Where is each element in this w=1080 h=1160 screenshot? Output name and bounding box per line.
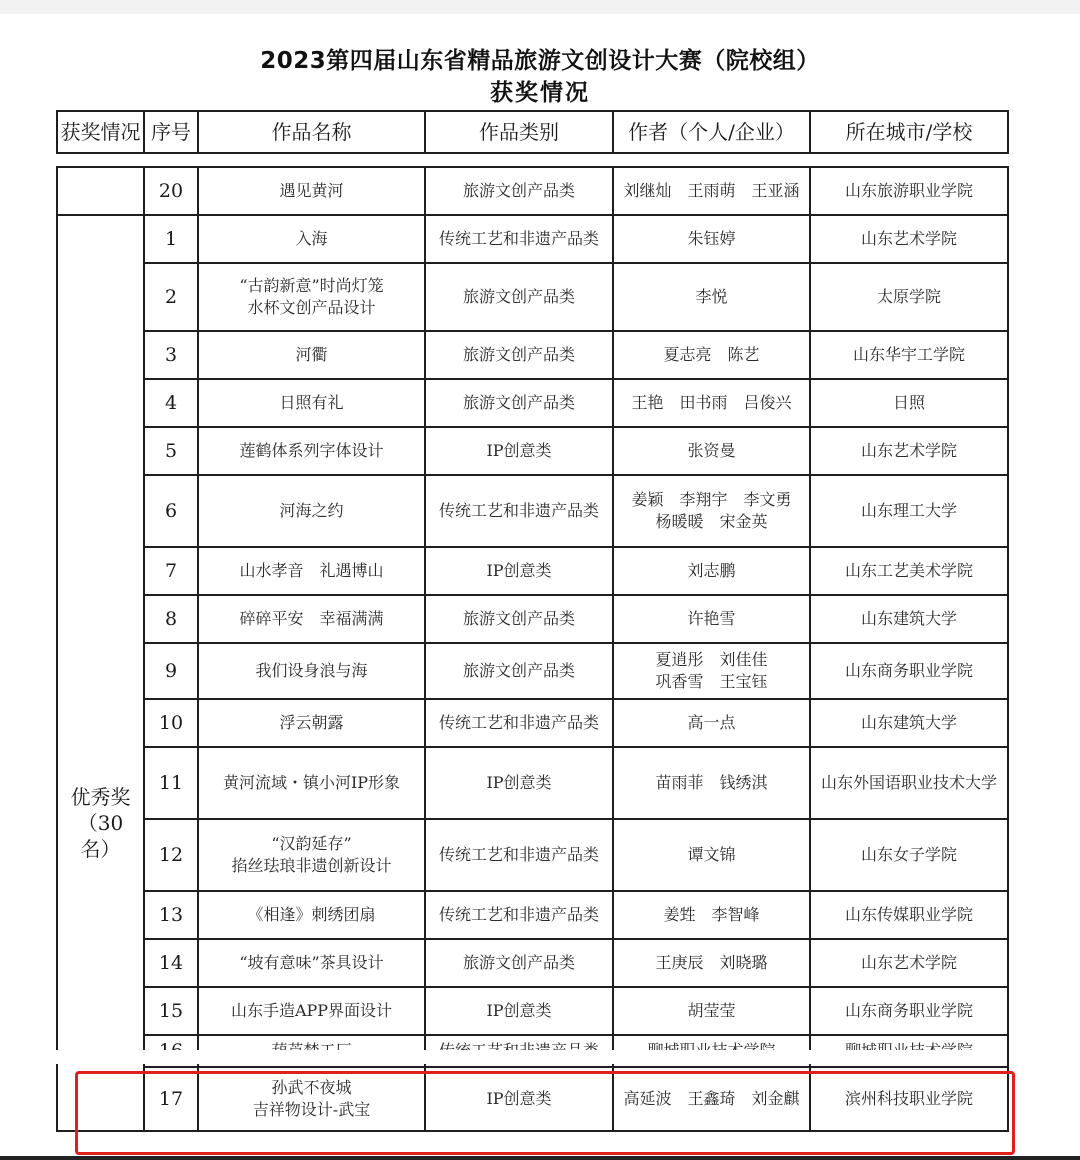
seq-cell: 5 (144, 427, 198, 475)
table-row (57, 643, 1008, 699)
name-cell-line: 日照有礼 (279, 393, 344, 412)
name-cell-line: 黄河流域・镇小河IP形象 (222, 773, 401, 792)
seq-cell: 11 (144, 747, 198, 819)
table-row (57, 747, 1008, 819)
author-cell-line: 高延波 王鑫琦 刘金麒 (623, 1089, 800, 1108)
category-cell: 旅游文创产品类 (425, 939, 613, 987)
author-cell-line: 王艳 田书雨 吕俊兴 (631, 393, 792, 412)
name-cell-line: 水杯文创产品设计 (247, 298, 376, 317)
author-cell (613, 595, 810, 643)
name-cell-line: 遇见黄河 (279, 181, 344, 200)
seq-cell: 4 (144, 379, 198, 427)
header-school: 所在城市/学校 (810, 111, 1008, 153)
school-cell: 滨州科技职业学院 (810, 1067, 1008, 1131)
author-cell-line: 胡莹莹 (687, 1001, 736, 1020)
category-cell: 传统工艺和非遗产品类 (425, 475, 613, 547)
author-cell (613, 263, 810, 331)
category-cell: 传统工艺和非遗产品类 (425, 215, 613, 263)
author-cell (613, 699, 810, 747)
name-cell (198, 331, 425, 379)
school-cell: 山东女子学院 (810, 819, 1008, 891)
school-cell: 山东理工大学 (810, 475, 1008, 547)
name-cell-line: 吉祥物设计-武宝 (252, 1100, 371, 1119)
name-cell (198, 819, 425, 891)
author-cell (613, 987, 810, 1035)
seq-cell: 13 (144, 891, 198, 939)
seq-cell: 9 (144, 643, 198, 699)
category-cell: 旅游文创产品类 (425, 167, 613, 215)
category-cell: IP创意类 (425, 427, 613, 475)
author-cell-line: 巩香雪 王宝钰 (655, 672, 768, 691)
seq-cell: 12 (144, 819, 198, 891)
school-cell: 山东传媒职业学院 (810, 891, 1008, 939)
author-cell (613, 891, 810, 939)
author-cell-line: 张资曼 (687, 441, 736, 460)
name-cell-line: 我们设身浪与海 (255, 661, 368, 680)
highlight-box (75, 1071, 1015, 1155)
author-cell-line: 王庚辰 刘晓璐 (655, 953, 768, 972)
name-cell-line: 山东手造APP界面设计 (230, 1001, 393, 1020)
award-level-text: 优秀奖 (70, 785, 131, 809)
author-cell (613, 747, 810, 819)
school-cell: 山东艺术学院 (810, 939, 1008, 987)
school-cell: 山东华宇工学院 (810, 331, 1008, 379)
category-cell: IP创意类 (425, 987, 613, 1035)
school-cell: 山东商务职业学院 (810, 643, 1008, 699)
table-row (57, 379, 1008, 427)
author-cell (613, 427, 810, 475)
author-cell-line: 许艳雪 (687, 609, 736, 628)
category-cell: 旅游文创产品类 (425, 263, 613, 331)
name-cell-line: 浮云朝露 (279, 713, 344, 732)
seq-cell: 6 (144, 475, 198, 547)
author-cell-line: 高一点 (687, 713, 736, 732)
author-cell (613, 819, 810, 891)
header-row (57, 111, 1008, 153)
name-cell-line: 入海 (295, 229, 328, 248)
name-cell-line: 《相逢》刺绣团扇 (247, 905, 376, 924)
author-cell (613, 547, 810, 595)
category-cell: 传统工艺和非遗产品类 (425, 699, 613, 747)
scan-cut (56, 1050, 1007, 1064)
category-cell: 旅游文创产品类 (425, 595, 613, 643)
table-row (57, 331, 1008, 379)
table-row (57, 987, 1008, 1035)
name-cell-line: 孙武不夜城 (271, 1078, 352, 1097)
author-cell-line: 谭文锦 (687, 845, 736, 864)
author-cell (613, 643, 810, 699)
category-cell: IP创意类 (425, 547, 613, 595)
category-cell: 传统工艺和非遗产品类 (425, 891, 613, 939)
school-cell: 山东旅游职业学院 (810, 167, 1008, 215)
author-cell-line: 刘志鹏 (687, 561, 736, 580)
name-cell-line: 莲鹤体系列字体设计 (239, 441, 384, 460)
header-name: 作品名称 (198, 111, 425, 153)
seq-cell: 1 (144, 215, 198, 263)
name-cell-line: “坡有意味”茶具设计 (239, 953, 384, 972)
seq-cell: 3 (144, 331, 198, 379)
author-cell (613, 167, 810, 215)
author-cell (613, 379, 810, 427)
school-cell: 山东商务职业学院 (810, 987, 1008, 1035)
document-subtitle: 获奖情况 (490, 80, 590, 106)
header-seq: 序号 (144, 111, 198, 153)
author-cell-line: 苗雨菲 钱绣淇 (655, 773, 768, 792)
name-cell (198, 987, 425, 1035)
category-cell: 旅游文创产品类 (425, 331, 613, 379)
category-cell: 旅游文创产品类 (425, 379, 613, 427)
name-cell-line: 碎碎平安 幸福满满 (239, 609, 384, 628)
school-cell: 山东工艺美术学院 (810, 547, 1008, 595)
name-cell (198, 475, 425, 547)
name-cell (198, 891, 425, 939)
name-cell (198, 427, 425, 475)
name-cell-line: “汉韵延存” (271, 834, 352, 853)
header-table (56, 110, 1009, 154)
bottom-edge (0, 1156, 1080, 1160)
table-row (57, 427, 1008, 475)
author-cell-line: 刘继灿 王雨萌 王亚涵 (623, 181, 800, 200)
table-row (57, 263, 1008, 331)
award-level-cell (57, 215, 144, 1131)
category-cell: IP创意类 (425, 1067, 613, 1131)
header-award: 获奖情况 (57, 111, 144, 153)
table-row (57, 891, 1008, 939)
table-row (57, 595, 1008, 643)
table-row (57, 167, 1008, 215)
school-cell: 山东建筑大学 (810, 595, 1008, 643)
name-cell (198, 643, 425, 699)
table-row (57, 475, 1008, 547)
seq-cell: 15 (144, 987, 198, 1035)
author-cell-line: 李悦 (695, 287, 728, 306)
name-cell-line: 山水孝音 礼遇博山 (239, 561, 384, 580)
table-row (57, 699, 1008, 747)
name-cell (198, 263, 425, 331)
table-row (57, 215, 1008, 263)
school-cell: 山东艺术学院 (810, 427, 1008, 475)
table-row (57, 819, 1008, 891)
seq-cell: 2 (144, 263, 198, 331)
header-author: 作者（个人/企业） (613, 111, 810, 153)
category-cell: 旅游文创产品类 (425, 643, 613, 699)
school-cell: 日照 (810, 379, 1008, 427)
award-level-text: （30 (77, 811, 124, 835)
name-cell-line: 河衢 (295, 345, 328, 364)
school-cell: 山东艺术学院 (810, 215, 1008, 263)
author-cell (613, 939, 810, 987)
name-cell (198, 547, 425, 595)
table-row (57, 939, 1008, 987)
school-cell: 山东外国语职业技术大学 (810, 747, 1008, 819)
author-cell-line: 朱钰婷 (687, 229, 736, 248)
seq-cell: 10 (144, 699, 198, 747)
category-cell: IP创意类 (425, 747, 613, 819)
name-cell (198, 747, 425, 819)
table-row (57, 547, 1008, 595)
name-cell-line: “古韵新意”时尚灯笼 (239, 276, 384, 295)
name-cell-line: 河海之约 (279, 501, 344, 520)
author-cell (613, 475, 810, 547)
category-cell: 传统工艺和非遗产品类 (425, 819, 613, 891)
header-category: 作品类别 (425, 111, 613, 153)
name-cell-line: 掐丝珐琅非遗创新设计 (231, 856, 392, 875)
name-cell (198, 699, 425, 747)
author-cell-line: 夏志亮 陈艺 (663, 345, 760, 364)
name-cell (198, 379, 425, 427)
name-cell (198, 215, 425, 263)
name-cell (198, 595, 425, 643)
document-title: 2023第四届山东省精品旅游文创设计大赛（院校组） (260, 48, 820, 74)
name-cell (198, 167, 425, 215)
name-cell (198, 939, 425, 987)
seq-cell: 7 (144, 547, 198, 595)
author-cell-line: 姜甡 李智峰 (663, 905, 760, 924)
seq-cell: 17 (144, 1067, 198, 1131)
award-table (56, 166, 1009, 1132)
school-cell: 山东建筑大学 (810, 699, 1008, 747)
author-cell-line: 夏逍彤 刘佳佳 (655, 650, 768, 669)
top-strip (0, 0, 1080, 14)
author-cell-line: 姜颖 李翔宇 李文勇 (631, 490, 792, 509)
author-cell-line: 杨暖暖 宋金英 (655, 512, 768, 531)
author-cell (613, 331, 810, 379)
award-cell-blank (57, 167, 144, 215)
seq-cell: 20 (144, 167, 198, 215)
author-cell (613, 215, 810, 263)
award-level-text: 名） (80, 837, 121, 861)
seq-cell: 8 (144, 595, 198, 643)
school-cell: 太原学院 (810, 263, 1008, 331)
seq-cell: 14 (144, 939, 198, 987)
